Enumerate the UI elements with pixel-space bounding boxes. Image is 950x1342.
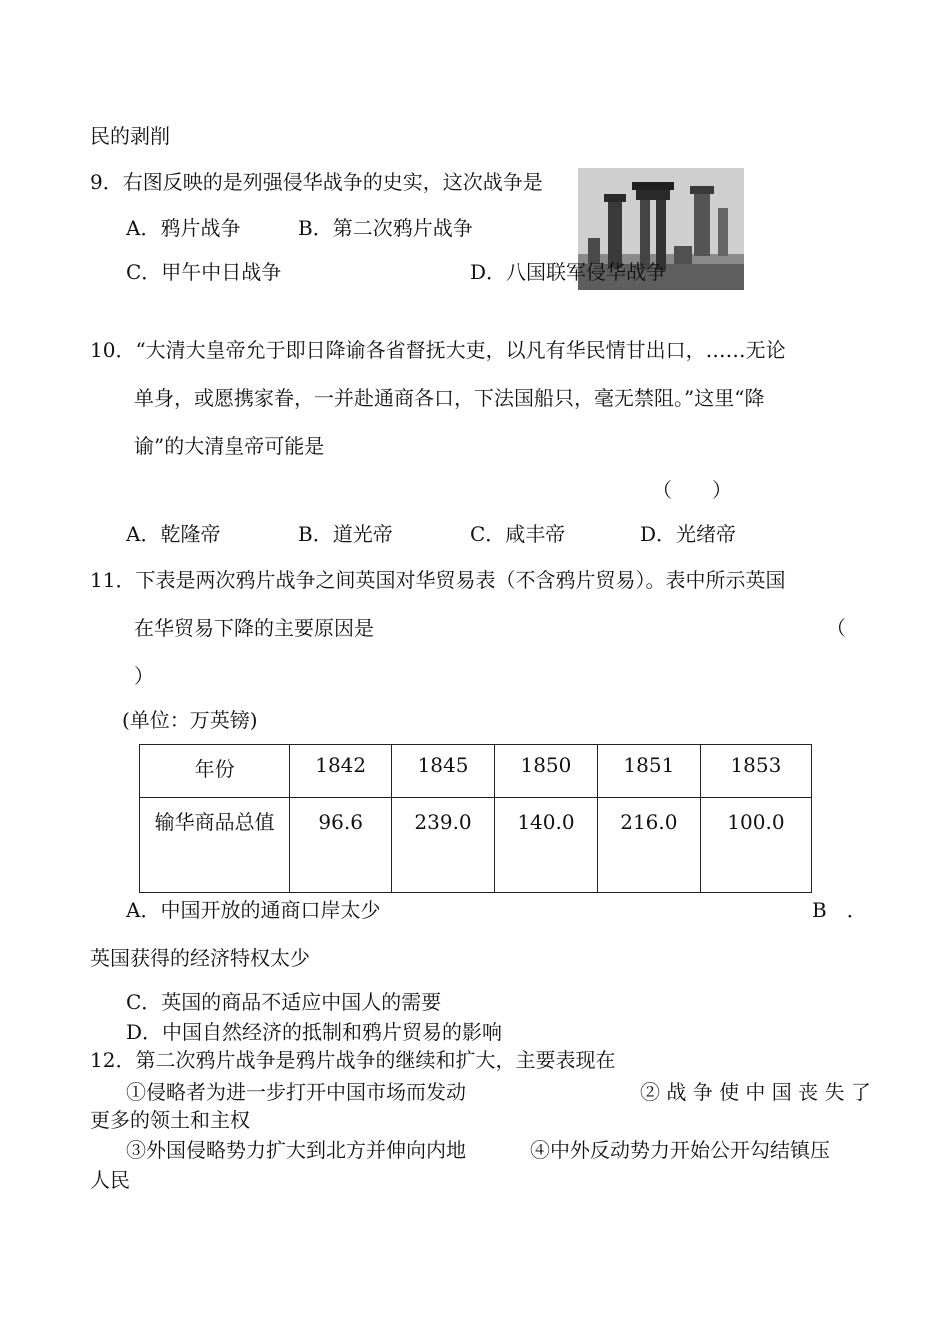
option-11a: A．中国开放的通商口岸太少 — [126, 898, 381, 922]
statement-12-4-cont: 人民 — [90, 1168, 130, 1192]
statement-12-4: ④中外反动势力开始公开勾结镇压 — [530, 1138, 830, 1162]
table-header-cell: 1853 — [700, 745, 811, 798]
option-10a: A．乾隆帝 — [126, 522, 221, 546]
question-12: 12．第二次鸦片战争是鸦片战争的继续和扩大，主要表现在 — [90, 1048, 616, 1072]
table-row — [140, 798, 812, 893]
table-cell: 96.6 — [290, 798, 392, 893]
table-cell: 239.0 — [392, 798, 495, 893]
question-10-line2: 单身，或愿携家眷，一并赴通商各口，下法国船只，毫无禁阻。”这里“降 — [134, 386, 765, 410]
table-cell: 100.0 — [700, 798, 811, 893]
answer-paren-open-11: （ — [826, 616, 846, 640]
unit-label: (单位：万英镑) — [122, 708, 258, 732]
option-10c: C．咸丰帝 — [470, 522, 566, 546]
option-11d: D．中国自然经济的抵制和鸦片贸易的影响 — [126, 1020, 503, 1044]
option-10d: D．光绪帝 — [640, 522, 737, 546]
question-11-line1: 11．下表是两次鸦片战争之间英国对华贸易表（不含鸦片贸易）。表中所示英国 — [90, 568, 786, 592]
option-11c: C．英国的商品不适应中国人的需要 — [126, 990, 442, 1014]
option-9a: A．鸦片战争 — [126, 216, 241, 240]
statement-12-3: ③外国侵略势力扩大到北方并伸向内地 — [126, 1138, 466, 1162]
option-9c: C．甲午中日战争 — [126, 260, 282, 284]
statement-12-2-cont: 更多的领土和主权 — [90, 1108, 250, 1132]
option-11b-label: B ． — [812, 898, 867, 922]
table-header-cell: 年份 — [140, 745, 290, 798]
option-9b: B．第二次鸦片战争 — [298, 216, 473, 240]
table-row — [140, 745, 812, 798]
answer-paren-10: （ ） — [652, 478, 732, 502]
text-line: 民的剥削 — [90, 124, 170, 148]
question-9: 9．右图反映的是列强侵华战争的史实，这次战争是 — [90, 170, 543, 194]
statement-12-2: ② 战 争 使 中 国 丧 失 了 — [640, 1080, 871, 1104]
question-11-line2: 在华贸易下降的主要原因是 — [134, 616, 374, 640]
table-header-cell: 1851 — [597, 745, 700, 798]
question-10-line3: 谕”的大清皇帝可能是 — [134, 434, 325, 458]
table-header-cell: 1850 — [494, 745, 597, 798]
answer-paren-close-11: ） — [134, 664, 154, 688]
table-cell — [140, 798, 290, 893]
option-10b: B．道光帝 — [298, 522, 393, 546]
table-cell: 216.0 — [597, 798, 700, 893]
table-row-label: 输华商品总值 — [154, 810, 275, 834]
table-cell: 140.0 — [494, 798, 597, 893]
question-10-line1: 10．“大清大皇帝允于即日降谕各省督抚大吏，以凡有华民情甘出口，……无论 — [90, 338, 786, 362]
statement-12-1: ①侵略者为进一步打开中国市场而发动 — [126, 1080, 466, 1104]
option-9d: D．八国联军侵华战争 — [470, 260, 667, 284]
option-11b-text: 英国获得的经济特权太少 — [90, 946, 310, 970]
table-header-cell: 1845 — [392, 745, 495, 798]
table-header-cell: 1842 — [290, 745, 392, 798]
trade-table — [139, 744, 812, 893]
